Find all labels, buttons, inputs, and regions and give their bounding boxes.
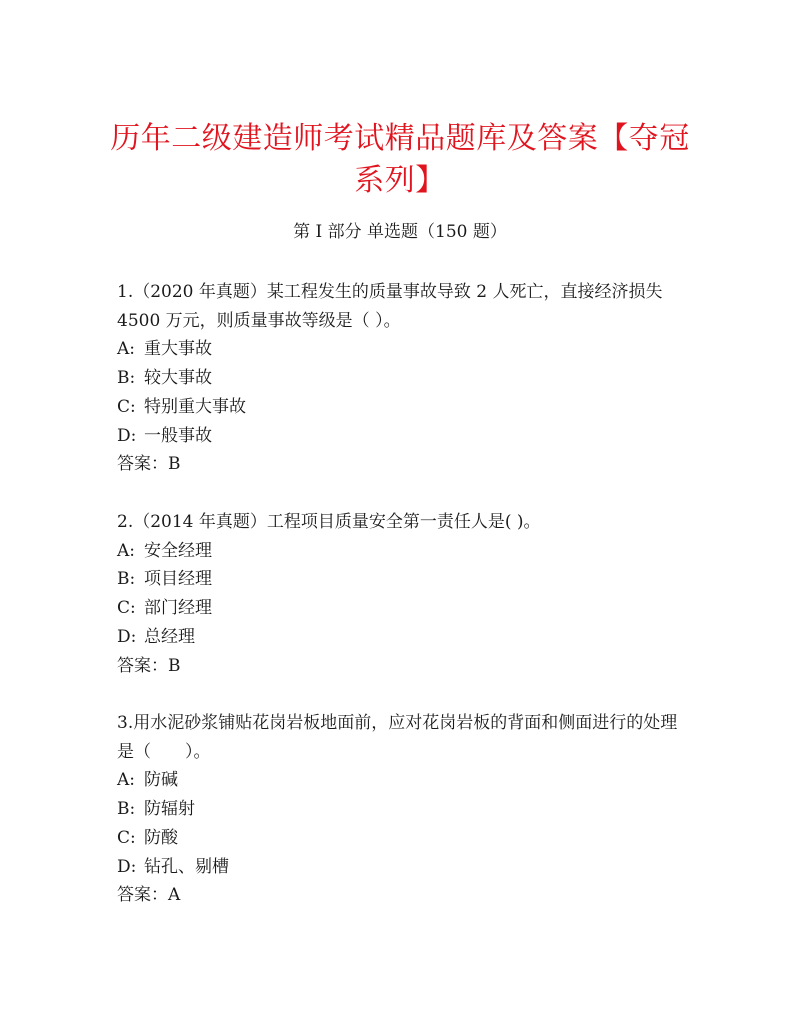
option-a: [117, 537, 687, 566]
option-text: 防辐射: [144, 799, 195, 820]
option-text: 较大事故: [144, 368, 212, 389]
option-text: 防酸: [144, 827, 178, 848]
option-text: 重大事故: [144, 339, 212, 360]
option-key: B:: [117, 799, 136, 820]
question-3: [117, 709, 687, 910]
question-stem: 2.（2014 年真题）工程项目质量安全第一责任人是( )。: [117, 512, 541, 532]
option-c: [117, 393, 687, 422]
option-key: B:: [117, 569, 136, 590]
option-d: [117, 623, 687, 652]
answer: 答案：A: [117, 885, 181, 906]
option-text: 防碱: [144, 770, 178, 791]
option-key: C:: [117, 396, 136, 417]
option-key: A:: [117, 770, 136, 791]
option-a: [117, 766, 687, 795]
option-key: D:: [117, 425, 137, 446]
option-key: D:: [117, 626, 137, 647]
option-key: C:: [117, 598, 136, 619]
option-key: B:: [117, 368, 136, 389]
option-text: 部门经理: [144, 598, 212, 619]
question-stem: 1.（2020 年真题）某工程发生的质量事故导致 2 人死亡，直接经济损失 4500 万元，则质量事故等级是（ ）。: [117, 282, 663, 331]
option-c: [117, 824, 687, 853]
option-text: 项目经理: [144, 569, 212, 590]
option-d: [117, 422, 687, 451]
section-heading: 第 I 部分 单选题（150 题）: [293, 222, 507, 242]
question-1: [117, 278, 687, 479]
option-a: [117, 335, 687, 364]
option-key: A:: [117, 339, 136, 360]
option-text: 特别重大事故: [144, 396, 246, 417]
option-c: [117, 594, 687, 623]
answer: 答案：B: [117, 454, 181, 475]
option-text: 钻孔、剔槽: [144, 856, 229, 877]
question-stem: 3.用水泥砂浆铺贴花岗岩板地面前，应对花岗岩板的背面和侧面进行的处理是（ ）。: [117, 713, 678, 762]
option-b: [117, 795, 687, 824]
option-b: [117, 364, 687, 393]
option-key: C:: [117, 827, 136, 848]
answer: 答案：B: [117, 655, 181, 676]
option-d: [117, 853, 687, 882]
option-text: 总经理: [144, 626, 195, 647]
option-b: [117, 565, 687, 594]
option-key: D:: [117, 856, 137, 877]
question-2: [117, 508, 687, 680]
option-text: 一般事故: [144, 425, 212, 446]
option-key: A:: [117, 540, 136, 561]
document-title: 历年二级建造师考试精品题库及答案【夺冠系列】: [110, 121, 690, 198]
option-text: 安全经理: [144, 540, 212, 561]
